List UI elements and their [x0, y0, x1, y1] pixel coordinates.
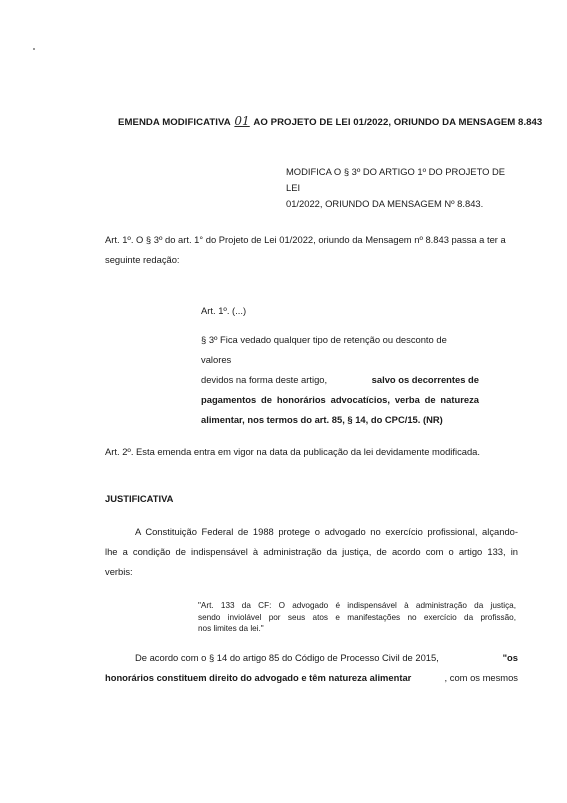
- just-text: , com os mesmos: [444, 672, 518, 683]
- article-1-line: Art. 1º. O § 3º do art. 1° do Projeto de Lei 01/2022, oriundo da Mensagem nº 8.843 passa a ter a: [105, 234, 506, 245]
- article-1-line: seguinte redação:: [105, 254, 180, 265]
- document-title: [118, 114, 543, 128]
- just-line: lhe a condição de indispensável à administração da justiça, de acordo com o artigo 133, in: [105, 546, 518, 557]
- handwritten-amendment-number: 01: [234, 114, 250, 128]
- par3-line: pagamentos de honorários advocatícios, verba de natureza: [201, 394, 479, 405]
- justificativa-heading: JUSTIFICATIVA: [105, 493, 174, 504]
- article-1: [105, 230, 520, 270]
- quote-line: "Art. 133 da CF: O advogado é indispensável à administração da justiça,: [198, 601, 516, 610]
- justificativa-paragraph-2: [105, 648, 518, 688]
- title-suffix: AO PROJETO DE LEI 01/2022, ORIUNDO DA MENSAGEM 8.843: [253, 117, 543, 128]
- quoted-article-head: Art. 1º. (...): [201, 305, 247, 316]
- quote-line: sendo inviolável por seus atos e manifestações no exercício da profissão,: [198, 612, 516, 622]
- ementa-line: 01/2022, ORIUNDO DA MENSAGEM Nº 8.843.: [286, 198, 484, 209]
- ementa-line: MODIFICA O § 3º DO ARTIGO 1º DO PROJETO DE LEI: [286, 166, 506, 193]
- par3-text: devidos na forma deste artigo,: [201, 374, 328, 385]
- par3-line: § 3º Fica vedado qualquer tipo de retenção ou desconto de valores: [201, 334, 447, 365]
- just-line: [105, 648, 518, 668]
- just-line: [105, 668, 518, 688]
- just-line: verbis:: [105, 566, 133, 577]
- ementa: [286, 164, 511, 212]
- just-text: De acordo com o § 14 do artigo 85 do Código de Processo Civil de 2015,: [135, 652, 439, 663]
- par3-bold-text: salvo os decorrentes de: [371, 374, 479, 385]
- quote-line: nos limites da lei.": [198, 624, 264, 633]
- scan-speck: [33, 48, 35, 50]
- paragraph-3-amended: [201, 330, 479, 430]
- just-bold-text: "os: [502, 652, 518, 663]
- just-bold-text: honorários constituem direito do advogado e têm natureza alimentar: [105, 672, 412, 683]
- blockquote-art-133: [198, 600, 516, 635]
- justificativa-paragraph-1: [105, 522, 518, 582]
- par3-line: alimentar, nos termos do art. 85, § 14, do CPC/15. (NR): [201, 414, 443, 425]
- title-prefix: EMENDA MODIFICATIVA: [118, 117, 231, 128]
- just-line: A Constituição Federal de 1988 protege o advogado no exercício profissional, alçando-: [135, 526, 518, 537]
- article-2: Art. 2º. Esta emenda entra em vigor na data da publicação da lei devidamente modificada.: [105, 446, 480, 457]
- par3-line: [201, 370, 479, 390]
